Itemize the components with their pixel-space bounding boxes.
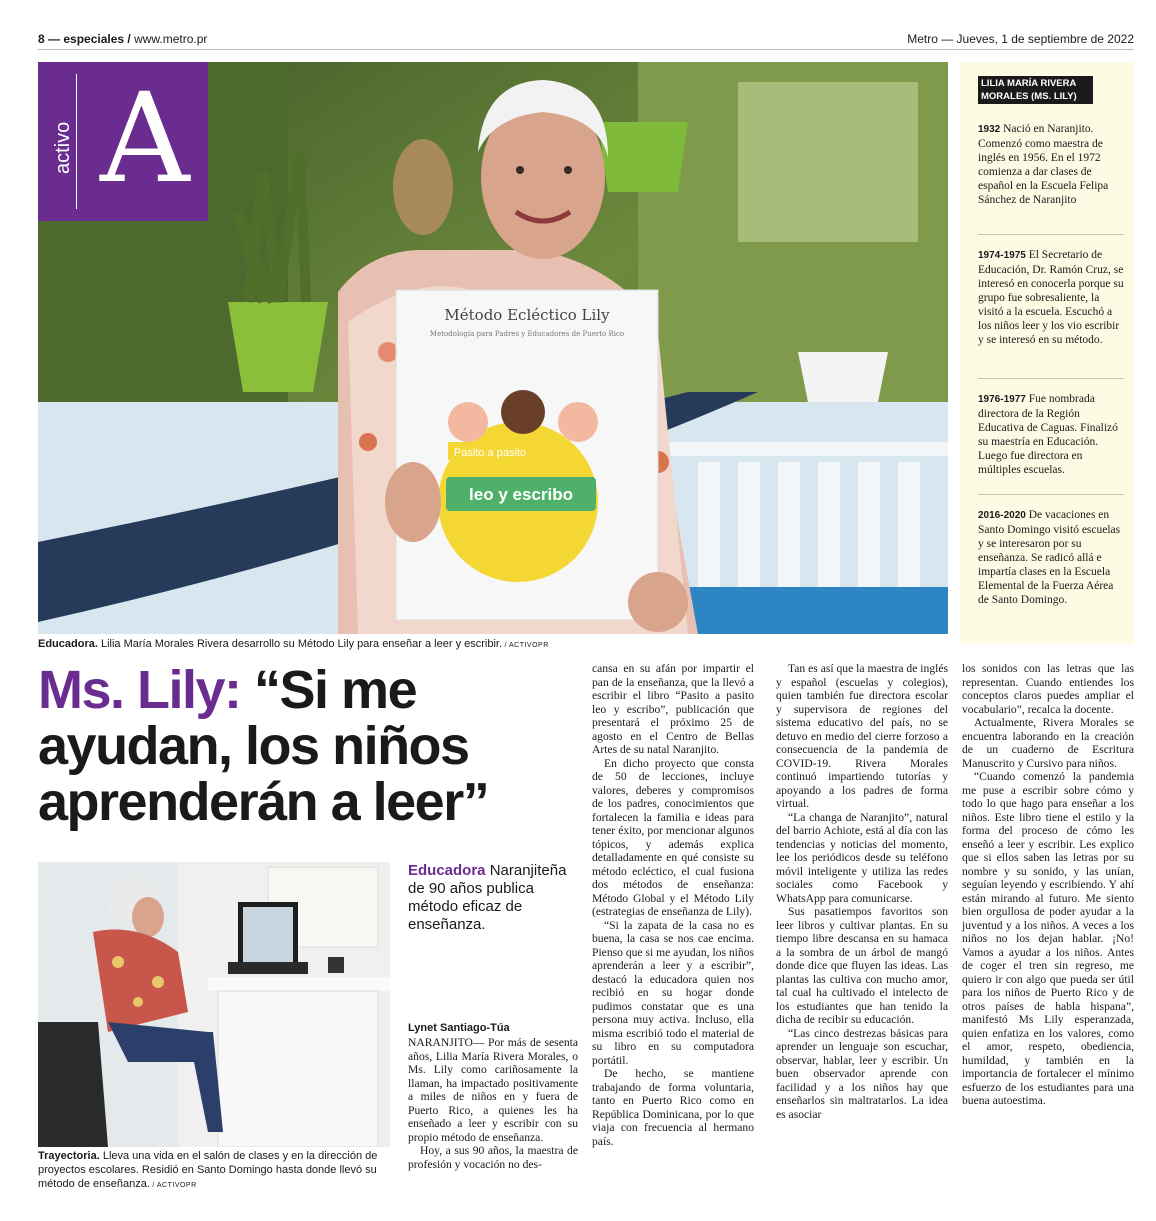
photo-credit: / ACTIVOPR xyxy=(149,1182,197,1189)
timeline-item xyxy=(978,392,1124,477)
secondary-photo xyxy=(38,862,390,1147)
caption-text: Lleva una vida en el salón de clases y en la dirección de proyectos escolares. Residió en Santo Domingo hasta donde llevó su método de enseñanza. xyxy=(38,1150,378,1190)
section-tag xyxy=(38,62,208,221)
body-column-1 xyxy=(408,1036,578,1171)
timeline-year: 1974-1975 xyxy=(978,250,1026,261)
section-tag-divider xyxy=(76,74,77,209)
timeline-year: 2016-2020 xyxy=(978,510,1026,521)
timeline-year: 1932 xyxy=(978,124,1001,135)
body-paragraph: Sus pasatiempos favoritos son leer libros y cultivar plantas. En su tiempo libre descansa en su hamaca a la sombra de un árbol de mangó donde dice que fluyen las ideas. Las plantas las cultiva con mucho amor, tal cual ha cultivado el intelecto de los estudiantes que han tenido la dicha de recibir su educación. xyxy=(776,905,948,1026)
body-paragraph: En dicho proyecto que consta de 50 de lecciones, incluye valores, deberes y compromisos de los padres, conocimientos que fortalecen la familia e ideas para tener éxito, por mencionar algunos tópicos, y además explica detalladamente en qué consiste su método ecléctico, el cual fusiona dos métodos de enseñanza: Método Global y el Método Lily (estrategias de enseñanza de Lily). xyxy=(592,756,754,918)
body-paragraph: cansa en su afán por impartir el pan de la enseñanza, que la llevó a escribir el libro “Pasito a pasito leo y escribo”, publicación que presentará el próximo 25 de agosto en el Centro de Bellas Artes de su natal Naranjito. xyxy=(592,662,754,756)
subheadline-text: Naranjiteña de 90 años publica método eficaz de enseñanza. xyxy=(408,862,567,933)
timeline-item xyxy=(978,122,1124,207)
body-paragraph: Hoy, a sus 90 años, la maestra de profesión y vocación no des- xyxy=(408,1144,578,1171)
body-paragraph: “Cuando comenzó la pandemia me puse a escribir sobre cómo y todo lo que hago para enseñar a los niños. Este libro tiene el estilo y la forma del proceso de cómo les enseñó a leer y escribir. Les explico que si ellos saben las letras por su nombre y su sonido, y las unían, seguían leyendo y escribiendo. Y ahí están mirando al futuro. Me siento bien orgullosa de poder ayudar a la juventud y a los niños. A veces a los niños no los dejan hablar. ¡No! Vamos a ayudar a los niños. Antes de coger el tren sin regreso, me quiero ir con algo que pueda ser útil para los niños de Puerto Rico y de otros países de habla hispana”, manifestó Ms Lily esperanzada, quien enfatiza en los valores, como el amor, respeto, obediencia, humildad, y también en la importancia de fortalecer el mínimo esfuerzo de los estudiantes para una buena autoestima. xyxy=(962,770,1134,1107)
headline xyxy=(38,662,578,830)
page-header xyxy=(38,30,1134,50)
timeline-text: Fue nombrada directora de la Región Educativa de Caguas. Finalizó su maestría en Educación. Luego fue directora en múltiples escuelas. xyxy=(978,393,1118,476)
secondary-photo-illustration xyxy=(38,862,390,1147)
body-paragraph: Actualmente, Rivera Morales se encuentra laborando en la creación de un cuaderno de Escritura Manuscrito y Cursivo para niños. xyxy=(962,716,1134,770)
body-paragraph: “Si la zapata de la casa no es buena, la casa se nos cae encima. Pienso que si me ayudan, los niños aprenderán a leer y a escribir”, destacó la educadora quien nos recibió en su hogar donde pudimos constatar que es una persona muy activa. Incluso, ella misma escribió todo el material de su libro en su computadora portátil. xyxy=(592,918,754,1067)
timeline-divider xyxy=(978,494,1124,495)
caption-text: Lilia María Morales Rivera desarrollo su Método Lily para enseñar a leer y escribir. xyxy=(97,638,503,650)
site-url: www.metro.pr xyxy=(134,32,208,46)
byline: Lynet Santiago-Túa xyxy=(408,1022,510,1034)
body-column-4 xyxy=(962,662,1134,1108)
timeline-item xyxy=(978,508,1124,607)
book-title: Método Ecléctico Lily xyxy=(444,306,610,324)
body-paragraph: los sonidos con las letras que las representan. Cuando entiendes los conceptos claros puedes ampliar el vocabulario”, recalca la docente. xyxy=(962,662,1134,716)
headline-name: Ms. Lily: xyxy=(38,660,241,720)
main-photo-caption xyxy=(38,638,549,650)
body-paragraph: De hecho, se mantiene trabajando de forma voluntaria, tanto en Puerto Rico como en República Dominicana, por lo que viaja con frecuencia al hermano país. xyxy=(592,1067,754,1148)
book-tag-1: Pasito a pasito xyxy=(453,447,527,459)
timeline-divider xyxy=(978,378,1124,379)
sidebar-title: LILIA MARÍA RIVERA MORALES (MS. LILY) xyxy=(978,76,1093,104)
body-column-3 xyxy=(776,662,948,1121)
headline-quote: “Si me ayudan, los niños aprenderán a leer” xyxy=(38,660,489,832)
subheadline xyxy=(408,862,570,934)
body-paragraph: “Las cinco destrezas básicas para aprender un lenguaje son escuchar, observar, hablar, leer y escribir. Un buen observador aprende con facilidad y a los niños hay que enseñarlos sin maltratarlos. La idea es asociar xyxy=(776,1026,948,1121)
timeline-item xyxy=(978,248,1124,347)
timeline-text: De vacaciones en Santo Domingo visitó escuelas y se interesaron por su enseñanza. Se radicó allá e impartía clases en la Escuela Elemental de la Fuerza Aérea de Santo Domingo. xyxy=(978,509,1121,606)
subheadline-lead: Educadora xyxy=(408,862,486,879)
caption-lead: Trayectoria. xyxy=(38,1150,100,1162)
caption-lead: Educadora. xyxy=(38,638,98,650)
edition-date: Metro — Jueves, 1 de septiembre de 2022 xyxy=(907,32,1134,46)
book-tag-2: leo y escribo xyxy=(469,485,573,504)
timeline-divider xyxy=(978,234,1124,235)
section-label: 8 — especiales / www.metro.pr xyxy=(38,32,208,46)
body-column-2 xyxy=(592,662,754,1148)
book-subtitle: Metodología para Padres y Educadores de Puerto Rico xyxy=(429,330,625,338)
timeline-year: 1976-1977 xyxy=(978,394,1026,405)
timeline-sidebar xyxy=(960,62,1134,644)
section-tag-letter: A xyxy=(100,67,190,211)
body-paragraph: “La changa de Naranjito”, natural del barrio Achiote, está al día con las tendencias y noticias del momento, lee los periódicos desde su teléfono móvil inteligente y utiliza las redes sociales como Facebook y WhatsApp para comunicarse. xyxy=(776,810,948,905)
body-paragraph: NARANJITO— Por más de sesenta años, Lilia María Rivera Morales, o Ms. Lily como cariñosamente la llaman, ha impactado positivamente a miles de niños en y fuera de Puerto Rico, a quienes les ha enseñado a leer y escribir con su propio método de enseñanza. xyxy=(408,1036,578,1144)
secondary-photo-caption xyxy=(38,1149,390,1193)
timeline-text: El Secretario de Educación, Dr. Ramón Cruz, se interesó en conocerla porque su grupo fue sobresaliente, la visitó a la escuela. Escuchó a los niños leer y los vio escribir y se interesó en su método. xyxy=(978,249,1124,346)
timeline-text: Nació en Naranjito. Comenzó como maestra de inglés en 1956. En el 1972 comienza a dar clases de español en la Escuela Felipa Sánchez de Naranjito xyxy=(978,123,1109,206)
section-tag-word: activo xyxy=(52,121,74,174)
photo-credit: / ACTIVOPR xyxy=(502,642,549,649)
body-paragraph: Tan es así que la maestra de inglés y español (escuelas y colegios), quien también fue directora escolar y supervisora de regiones del sistema educativo del país, no se detuvo en medio del cierre forzoso a consecuencia de la pandemia de COVID-19. Rivera Morales continuó impartiendo tutorías y apoyando a los padres de forma virtual. xyxy=(776,662,948,810)
